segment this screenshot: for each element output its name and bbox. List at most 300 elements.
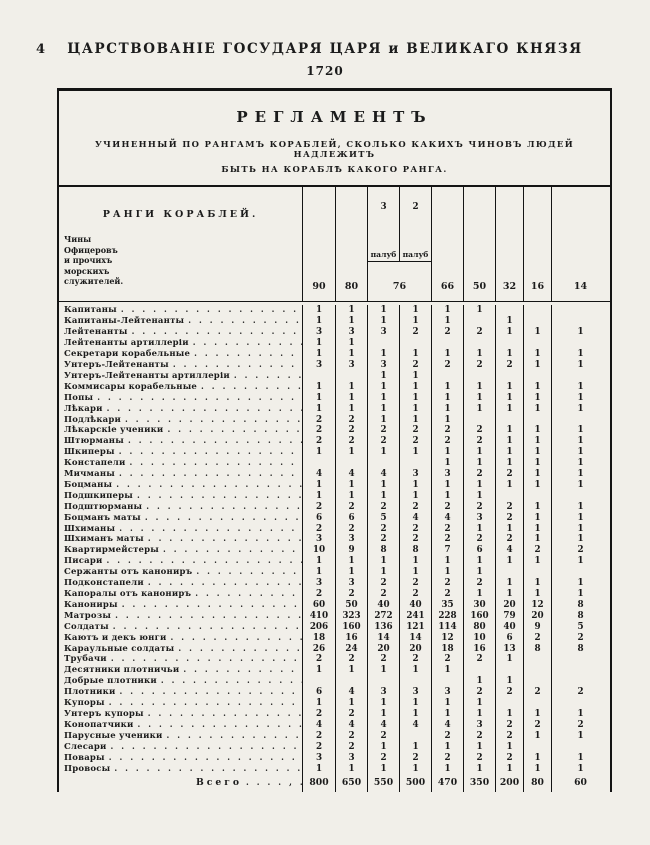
rank-name: Боцманъ маты <box>64 512 141 523</box>
count-cell: 1 <box>302 381 335 392</box>
count-cell: 1 <box>431 698 463 709</box>
count-cell: 3 <box>335 578 367 589</box>
table-row <box>59 687 610 698</box>
rank-name: Подшкиперы <box>64 490 134 501</box>
count-cell: 6 <box>463 545 495 556</box>
count-cell: 1 <box>302 316 335 327</box>
rank-column-14: 14 <box>551 187 609 301</box>
rank-name: Подконстапели <box>64 578 144 589</box>
count-cell: 1 <box>335 698 367 709</box>
count-cell: 1 <box>431 381 463 392</box>
rank-name: Конопатчики <box>64 719 134 730</box>
count-cell: 8 <box>551 643 609 654</box>
count-cell: 1 <box>367 370 399 381</box>
table-row <box>59 741 610 752</box>
count-cell: 1 <box>463 763 495 774</box>
count-cell <box>399 730 431 741</box>
rank-name: Шкиперы <box>64 447 115 458</box>
count-cell <box>495 338 523 349</box>
count-cell: 2 <box>302 523 335 534</box>
count-cell <box>551 414 609 425</box>
rank-name: Мичманы <box>64 469 115 480</box>
count-cell <box>463 370 495 381</box>
count-cell: 1 <box>463 480 495 491</box>
count-cell: 1 <box>523 392 551 403</box>
count-cell: 1 <box>302 338 335 349</box>
count-cell: 1 <box>495 589 523 600</box>
count-cell: 1 <box>302 480 335 491</box>
dot-leader <box>142 501 302 510</box>
count-cell: 1 <box>495 578 523 589</box>
count-cell: 1 <box>523 730 551 741</box>
table-row <box>59 469 610 480</box>
count-cell: 2 <box>463 752 495 763</box>
count-cell: 1 <box>399 381 431 392</box>
count-cell: 2 <box>431 752 463 763</box>
count-cell: 2 <box>367 501 399 512</box>
total-cell: 470 <box>431 774 463 792</box>
count-cell: 2 <box>367 578 399 589</box>
table-row <box>59 643 610 654</box>
count-cell: 1 <box>367 316 399 327</box>
count-cell: 4 <box>302 719 335 730</box>
table-row <box>59 599 610 610</box>
count-cell: 1 <box>523 403 551 414</box>
table-row <box>59 490 610 501</box>
rank-name: Сержанты отъ канониръ <box>64 567 193 578</box>
dot-leader <box>110 763 302 772</box>
count-cell: 1 <box>399 741 431 752</box>
count-cell: 1 <box>495 436 523 447</box>
total-cell: 800 <box>302 774 335 792</box>
count-cell: 121 <box>399 621 431 632</box>
count-cell: 1 <box>335 763 367 774</box>
count-cell: 2 <box>399 654 431 665</box>
rank-name: Десятники плотничьи <box>64 665 180 676</box>
dot-leader <box>174 643 302 652</box>
count-cell: 1 <box>335 338 367 349</box>
dot-leader <box>116 687 302 696</box>
count-cell: 2 <box>302 414 335 425</box>
count-cell: 2 <box>431 730 463 741</box>
count-cell: 1 <box>335 403 367 414</box>
rank-column-50: 50 <box>463 187 495 301</box>
count-cell: 9 <box>523 621 551 632</box>
count-cell: 4 <box>335 469 367 480</box>
table-row <box>59 480 610 491</box>
count-cell: 1 <box>463 490 495 501</box>
count-cell: 2 <box>431 654 463 665</box>
count-cell: 1 <box>399 698 431 709</box>
rank-name: Капитаны-Лейтенанты <box>64 316 185 327</box>
stub-label: Чины Офицеровъ и прочихъ морскихъ служителей. <box>64 234 124 287</box>
count-cell <box>431 676 463 687</box>
count-cell: 1 <box>335 349 367 360</box>
table-row <box>59 327 610 338</box>
count-cell: 1 <box>523 425 551 436</box>
rank-name: Парусные ученики <box>64 730 163 741</box>
count-cell: 2 <box>463 687 495 698</box>
count-cell: 2 <box>551 545 609 556</box>
year-heading: 1720 <box>306 64 344 78</box>
count-cell: 1 <box>335 490 367 501</box>
count-cell <box>431 338 463 349</box>
count-cell: 1 <box>335 556 367 567</box>
dot-leader <box>121 414 302 423</box>
count-cell: 1 <box>431 392 463 403</box>
count-cell: 1 <box>302 698 335 709</box>
count-cell: 1 <box>431 763 463 774</box>
count-cell: 2 <box>463 425 495 436</box>
count-cell <box>302 676 335 687</box>
count-cell: 1 <box>335 567 367 578</box>
count-cell: 60 <box>302 599 335 610</box>
count-cell: 1 <box>523 447 551 458</box>
count-cell: 2 <box>367 523 399 534</box>
count-cell: 1 <box>367 381 399 392</box>
dot-leader <box>118 599 302 608</box>
count-cell: 5 <box>367 512 399 523</box>
dot-leader <box>133 490 302 499</box>
count-cell: 4 <box>431 512 463 523</box>
count-cell: 2 <box>463 436 495 447</box>
count-cell <box>399 458 431 469</box>
count-cell: 1 <box>367 763 399 774</box>
count-cell: 6 <box>302 512 335 523</box>
count-cell: 1 <box>335 392 367 403</box>
count-cell <box>523 370 551 381</box>
count-cell: 114 <box>431 621 463 632</box>
total-cell: 550 <box>367 774 399 792</box>
count-cell: 1 <box>523 349 551 360</box>
palub-word: палуб <box>370 250 397 259</box>
count-cell: 1 <box>523 512 551 523</box>
count-cell <box>523 654 551 665</box>
count-cell: 26 <box>302 643 335 654</box>
count-cell: 2 <box>463 501 495 512</box>
count-cell: 1 <box>431 709 463 720</box>
palub-word: палуб <box>402 250 429 259</box>
count-cell <box>551 698 609 709</box>
count-cell: 2 <box>399 327 431 338</box>
count-cell: 241 <box>399 610 431 621</box>
count-cell: 1 <box>463 381 495 392</box>
dot-leader <box>103 403 302 412</box>
dot-leader <box>115 447 302 456</box>
rank-column-16: 16 <box>523 187 551 301</box>
count-cell <box>463 665 495 676</box>
count-cell: 1 <box>399 392 431 403</box>
table-row <box>59 360 610 371</box>
count-cell <box>399 676 431 687</box>
count-cell: 1 <box>495 403 523 414</box>
count-cell: 2 <box>523 545 551 556</box>
table-row <box>59 425 610 436</box>
count-cell: 2 <box>367 589 399 600</box>
count-cell: 2 <box>302 425 335 436</box>
total-cell: 60 <box>551 774 609 792</box>
count-cell: 1 <box>495 480 523 491</box>
count-cell: 1 <box>551 392 609 403</box>
count-cell: 1 <box>399 349 431 360</box>
count-cell: 2 <box>495 687 523 698</box>
count-cell: 1 <box>495 316 523 327</box>
rank-name: Провосы <box>64 763 111 774</box>
count-cell <box>463 414 495 425</box>
count-cell: 1 <box>495 381 523 392</box>
count-cell: 1 <box>463 305 495 316</box>
count-cell: 2 <box>431 501 463 512</box>
dot-leader <box>167 632 302 641</box>
count-cell: 8 <box>367 545 399 556</box>
table-row <box>59 545 610 556</box>
regulation-subtitle-line2: БЫТЬ НА КОРАБЛѢ КАКОГО РАНГА. <box>221 164 448 174</box>
count-cell: 20 <box>399 643 431 654</box>
count-cell: 1 <box>399 665 431 676</box>
count-cell: 1 <box>302 556 335 567</box>
rank-name: Лейтенанты артиллеріи <box>64 338 189 349</box>
dot-leader <box>184 316 302 325</box>
count-cell: 1 <box>523 578 551 589</box>
rank-76-label: 76 <box>392 281 407 292</box>
count-cell <box>523 567 551 578</box>
count-cell: 16 <box>335 632 367 643</box>
regulation-title: РЕГЛАМЕНТЪ <box>236 108 433 126</box>
count-cell <box>302 370 335 381</box>
count-cell: 2 <box>367 425 399 436</box>
count-cell: 1 <box>399 567 431 578</box>
count-cell: 1 <box>551 523 609 534</box>
count-cell: 1 <box>335 381 367 392</box>
count-cell <box>495 414 523 425</box>
table-row <box>59 338 610 349</box>
count-cell: 1 <box>551 480 609 491</box>
count-cell: 1 <box>302 490 335 501</box>
count-cell: 2 <box>463 654 495 665</box>
table-body <box>59 302 610 774</box>
table-row <box>59 752 610 763</box>
table-row <box>59 370 610 381</box>
count-cell: 1 <box>523 469 551 480</box>
count-cell: 10 <box>463 632 495 643</box>
count-cell: 2 <box>335 709 367 720</box>
table-row <box>59 610 610 621</box>
count-cell <box>551 370 609 381</box>
dot-leader <box>144 709 302 718</box>
count-cell: 2 <box>335 654 367 665</box>
dot-leader <box>197 381 302 390</box>
rank-name: Канониры <box>64 599 118 610</box>
count-cell: 1 <box>367 305 399 316</box>
count-cell: 1 <box>523 381 551 392</box>
count-cell: 1 <box>431 349 463 360</box>
rank-name: Солдаты <box>64 621 109 632</box>
count-cell: 1 <box>399 403 431 414</box>
dot-leader <box>133 719 302 728</box>
table-row <box>59 392 610 403</box>
count-cell: 3 <box>335 327 367 338</box>
count-cell: 10 <box>302 545 335 556</box>
count-cell: 4 <box>335 687 367 698</box>
dot-leader <box>112 480 302 489</box>
count-cell: 1 <box>523 436 551 447</box>
count-cell: 136 <box>367 621 399 632</box>
count-cell: 1 <box>367 403 399 414</box>
count-cell: 1 <box>399 490 431 501</box>
count-cell: 4 <box>399 512 431 523</box>
count-cell <box>463 316 495 327</box>
count-cell: 2 <box>495 512 523 523</box>
header-stub-cell <box>59 187 302 301</box>
deck3-subcolumn: 3 палуб <box>370 202 397 259</box>
rank-name: Подштюрманы <box>64 501 143 512</box>
dot-leader <box>109 621 302 630</box>
table-row <box>59 556 610 567</box>
count-cell: 2 <box>335 730 367 741</box>
count-cell: 2 <box>495 752 523 763</box>
rank-column-66: 66 <box>431 187 463 301</box>
count-cell: 1 <box>495 676 523 687</box>
dot-leader <box>162 730 302 739</box>
count-cell: 2 <box>463 327 495 338</box>
count-cell <box>551 665 609 676</box>
count-cell: 1 <box>495 349 523 360</box>
rank-name: Каютъ и декъ юнги <box>64 632 167 643</box>
count-cell: 1 <box>551 458 609 469</box>
count-cell: 2 <box>367 534 399 545</box>
count-cell: 2 <box>399 523 431 534</box>
count-cell: 1 <box>523 523 551 534</box>
table-row <box>59 316 610 327</box>
rank-column-76-group <box>367 187 431 301</box>
count-cell <box>495 698 523 709</box>
count-cell: 1 <box>431 414 463 425</box>
count-cell: 1 <box>551 469 609 480</box>
count-cell: 1 <box>302 392 335 403</box>
count-cell: 1 <box>551 512 609 523</box>
count-cell: 1 <box>399 763 431 774</box>
count-cell: 2 <box>302 589 335 600</box>
total-cell: 500 <box>399 774 431 792</box>
count-cell: 2 <box>302 501 335 512</box>
count-cell: 2 <box>367 436 399 447</box>
count-cell: 8 <box>551 610 609 621</box>
rank-name: Констапели <box>64 458 126 469</box>
count-cell: 1 <box>495 327 523 338</box>
count-cell: 2 <box>551 687 609 698</box>
dot-leader <box>124 436 302 445</box>
count-cell: 2 <box>302 741 335 752</box>
count-cell: 40 <box>399 599 431 610</box>
count-cell: 1 <box>302 567 335 578</box>
dot-leader <box>141 512 302 521</box>
count-cell: 1 <box>551 447 609 458</box>
count-cell <box>367 338 399 349</box>
count-cell <box>551 676 609 687</box>
count-cell <box>551 490 609 501</box>
count-cell: 3 <box>367 360 399 371</box>
rank-name: Шхиманъ маты <box>64 534 144 545</box>
dot-leader <box>230 370 302 379</box>
count-cell: 2 <box>335 523 367 534</box>
rank-name: Караульные солдаты <box>64 643 175 654</box>
count-cell: 2 <box>399 436 431 447</box>
count-cell: 12 <box>523 599 551 610</box>
count-cell: 1 <box>523 327 551 338</box>
count-cell: 1 <box>495 654 523 665</box>
count-cell: 35 <box>431 599 463 610</box>
count-cell: 2 <box>335 414 367 425</box>
count-cell: 18 <box>431 643 463 654</box>
count-cell: 1 <box>431 447 463 458</box>
count-cell: 1 <box>367 665 399 676</box>
count-cell: 2 <box>431 436 463 447</box>
count-cell: 2 <box>302 654 335 665</box>
count-cell <box>335 676 367 687</box>
count-cell: 3 <box>399 469 431 480</box>
rank-name: Трубачи <box>64 654 107 665</box>
count-cell: 2 <box>523 719 551 730</box>
count-cell: 1 <box>495 763 523 774</box>
count-cell: 1 <box>367 490 399 501</box>
count-cell: 20 <box>367 643 399 654</box>
count-cell: 79 <box>495 610 523 621</box>
count-cell: 3 <box>302 534 335 545</box>
total-label: Всего <box>196 777 242 789</box>
count-cell: 1 <box>495 709 523 720</box>
count-cell: 1 <box>551 425 609 436</box>
count-cell: 7 <box>431 545 463 556</box>
count-cell <box>495 490 523 501</box>
count-cell: 1 <box>523 556 551 567</box>
count-cell: 2 <box>335 501 367 512</box>
count-cell: 2 <box>431 578 463 589</box>
count-cell <box>335 458 367 469</box>
count-cell: 1 <box>551 360 609 371</box>
count-cell: 16 <box>463 643 495 654</box>
count-cell: 272 <box>367 610 399 621</box>
rank-name: Лейтенанты <box>64 327 128 338</box>
dot-leader <box>102 556 302 565</box>
count-cell <box>399 338 431 349</box>
table-row <box>59 381 610 392</box>
count-cell: 1 <box>495 425 523 436</box>
count-cell: 1 <box>399 709 431 720</box>
dot-leader <box>115 469 302 478</box>
count-cell: 2 <box>551 632 609 643</box>
count-cell: 1 <box>335 480 367 491</box>
count-cell: 1 <box>367 709 399 720</box>
count-cell: 13 <box>495 643 523 654</box>
count-cell: 14 <box>399 632 431 643</box>
count-cell <box>523 490 551 501</box>
count-cell <box>551 741 609 752</box>
rank-name: Капоралы отъ канониръ <box>64 589 192 600</box>
rank-name: Квартирмейстеры <box>64 545 160 556</box>
count-cell: 2 <box>431 589 463 600</box>
running-title: ЦАРСТВОВАНІЕ ГОСУДАРЯ ЦАРЯ и ВЕЛИКАГО КНЯЗЯ <box>67 41 583 57</box>
count-cell: 8 <box>551 599 609 610</box>
count-cell: 1 <box>431 316 463 327</box>
count-cell: 1 <box>367 392 399 403</box>
table-row <box>59 349 610 360</box>
count-cell: 3 <box>335 360 367 371</box>
table-row <box>59 414 610 425</box>
count-cell <box>551 338 609 349</box>
count-cell: 1 <box>431 305 463 316</box>
count-cell: 1 <box>495 392 523 403</box>
page-number: 4 <box>36 42 46 57</box>
